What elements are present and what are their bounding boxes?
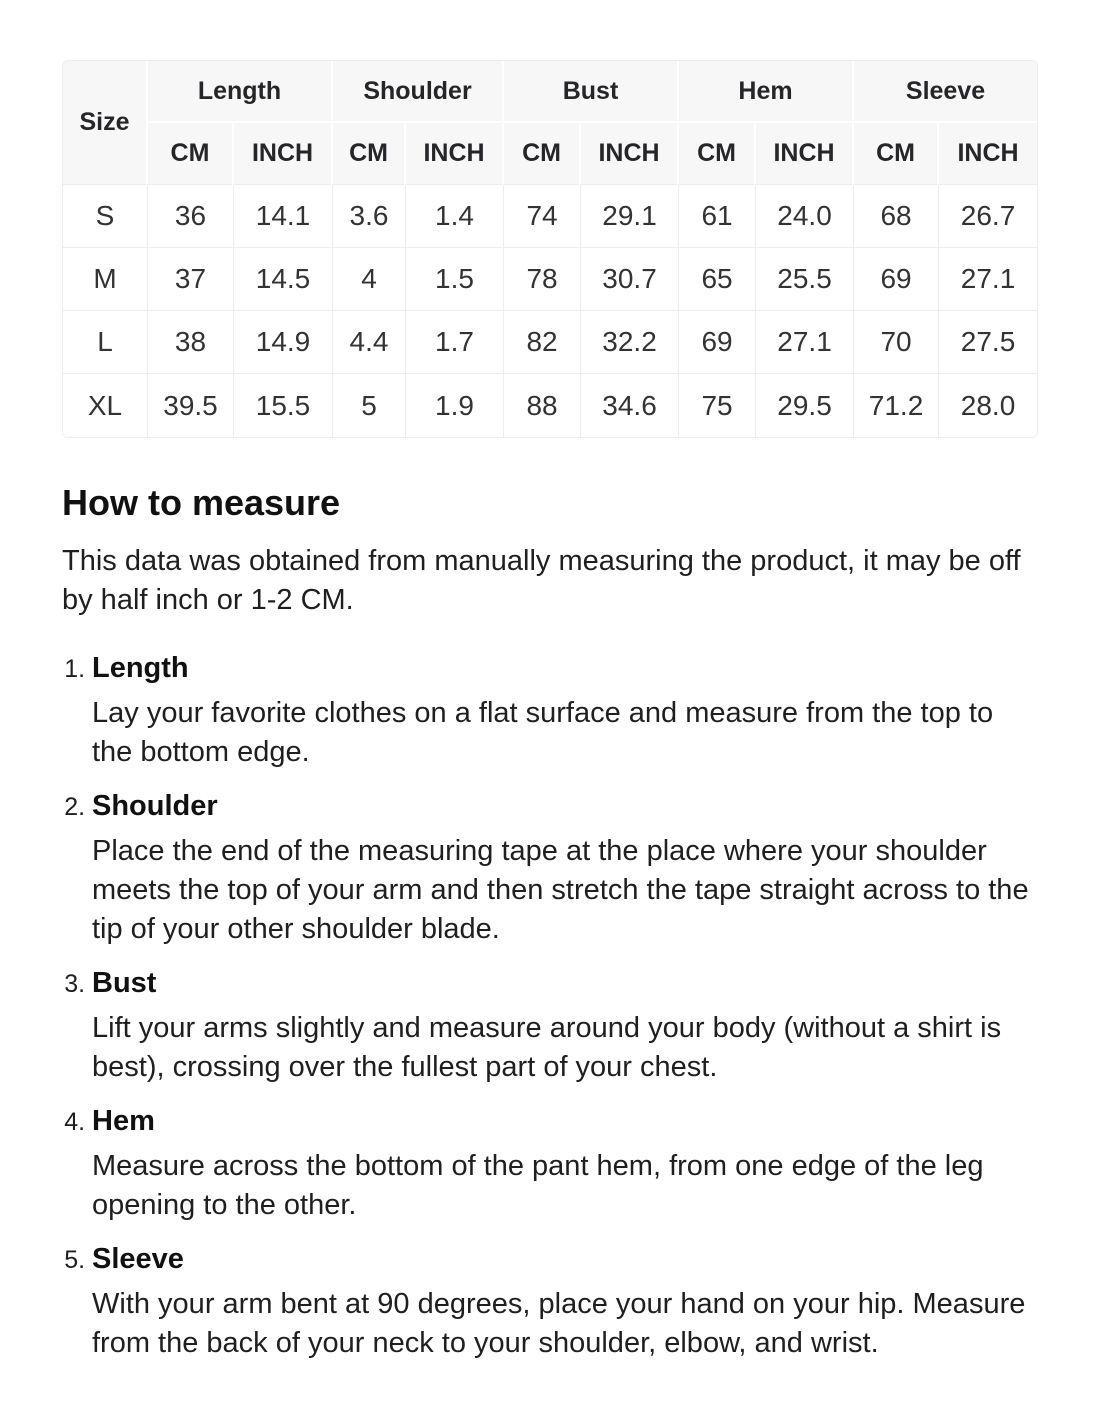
header-unit-row bbox=[63, 123, 1037, 185]
value-cell: 75 bbox=[679, 374, 756, 437]
size-cell: XL bbox=[63, 374, 148, 437]
instruction-term: 2. Shoulder bbox=[92, 790, 218, 822]
instruction-term: 3. Bust bbox=[92, 967, 157, 999]
value-cell: 88 bbox=[504, 374, 581, 437]
unit-header-bust-cm: CM bbox=[504, 123, 581, 185]
list-item-hem bbox=[92, 1103, 1038, 1225]
value-cell: 30.7 bbox=[581, 248, 679, 311]
value-cell: 82 bbox=[504, 311, 581, 374]
value-cell: 78 bbox=[504, 248, 581, 311]
unit-header-bust-inch: INCH bbox=[581, 123, 679, 185]
value-cell: 74 bbox=[504, 185, 581, 248]
value-cell: 24.0 bbox=[756, 185, 854, 248]
value-cell: 14.9 bbox=[234, 311, 333, 374]
value-cell: 1.7 bbox=[406, 311, 504, 374]
size-column-header: Size bbox=[63, 61, 148, 185]
table-row-l bbox=[63, 311, 1037, 374]
value-cell: 70 bbox=[854, 311, 939, 374]
unit-header-sleeve-cm: CM bbox=[854, 123, 939, 185]
instruction-description: Measure across the bottom of the pant hem, from one edge of the leg opening to the other. bbox=[92, 1150, 984, 1221]
value-cell: 4 bbox=[333, 248, 406, 311]
table-row-m bbox=[63, 248, 1037, 311]
value-cell: 26.7 bbox=[939, 185, 1037, 248]
value-cell: 36 bbox=[148, 185, 234, 248]
value-cell: 3.6 bbox=[333, 185, 406, 248]
instruction-description: With your arm bent at 90 degrees, place your hand on your hip. Measure from the back of your neck to your shoulder, elbow, and wrist. bbox=[92, 1288, 1026, 1359]
instruction-term: 5. Sleeve bbox=[92, 1243, 184, 1275]
value-cell: 1.4 bbox=[406, 185, 504, 248]
size-chart-table bbox=[63, 61, 1037, 437]
value-cell: 27.5 bbox=[939, 311, 1037, 374]
value-cell: 38 bbox=[148, 311, 234, 374]
value-cell: 5 bbox=[333, 374, 406, 437]
instruction-term: 4. Hem bbox=[92, 1105, 155, 1137]
instruction-description: Lift your arms slightly and measure around your body (without a shirt is best), crossing over the fullest part of your chest. bbox=[92, 1012, 1002, 1083]
value-cell: 27.1 bbox=[756, 311, 854, 374]
group-header-shoulder: Shoulder bbox=[333, 61, 504, 123]
value-cell: 14.5 bbox=[234, 248, 333, 311]
group-header-length: Length bbox=[148, 61, 333, 123]
header-group-row bbox=[63, 61, 1037, 123]
value-cell: 34.6 bbox=[581, 374, 679, 437]
value-cell: 15.5 bbox=[234, 374, 333, 437]
unit-header-length-cm: CM bbox=[148, 123, 234, 185]
instruction-term: 1. Length bbox=[92, 652, 189, 684]
size-chart-header bbox=[63, 61, 1037, 185]
value-cell: 29.5 bbox=[756, 374, 854, 437]
value-cell: 71.2 bbox=[854, 374, 939, 437]
group-header-bust: Bust bbox=[504, 61, 679, 123]
list-item-sleeve bbox=[92, 1241, 1038, 1363]
group-header-hem: Hem bbox=[679, 61, 854, 123]
value-cell: 61 bbox=[679, 185, 756, 248]
value-cell: 4.4 bbox=[333, 311, 406, 374]
value-cell: 1.5 bbox=[406, 248, 504, 311]
value-cell: 69 bbox=[854, 248, 939, 311]
size-cell: S bbox=[63, 185, 148, 248]
unit-header-shoulder-cm: CM bbox=[333, 123, 406, 185]
how-to-measure-title: How to measure bbox=[62, 482, 341, 523]
size-chart-table-wrap bbox=[62, 60, 1038, 438]
value-cell: 65 bbox=[679, 248, 756, 311]
unit-header-shoulder-inch: INCH bbox=[406, 123, 504, 185]
unit-header-sleeve-inch: INCH bbox=[939, 123, 1037, 185]
instruction-description: Lay your favorite clothes on a flat surface and measure from the top to the bottom edge. bbox=[92, 697, 994, 768]
list-item-shoulder bbox=[92, 788, 1038, 949]
size-cell: L bbox=[63, 311, 148, 374]
value-cell: 29.1 bbox=[581, 185, 679, 248]
unit-header-hem-cm: CM bbox=[679, 123, 756, 185]
value-cell: 25.5 bbox=[756, 248, 854, 311]
table-row-xl bbox=[63, 374, 1037, 437]
value-cell: 37 bbox=[148, 248, 234, 311]
list-item-bust bbox=[92, 965, 1038, 1087]
list-item-length bbox=[92, 650, 1038, 772]
size-chart-body bbox=[63, 185, 1037, 437]
unit-header-hem-inch: INCH bbox=[756, 123, 854, 185]
value-cell: 14.1 bbox=[234, 185, 333, 248]
instruction-description: Place the end of the measuring tape at the place where your shoulder meets the top of your arm and then stretch the tape straight across to the tip of your other shoulder blade. bbox=[92, 835, 1029, 945]
how-to-measure-intro: This data was obtained from manually measuring the product, it may be off by half inch or 1-2 CM. bbox=[62, 545, 1021, 616]
value-cell: 32.2 bbox=[581, 311, 679, 374]
table-row-s bbox=[63, 185, 1037, 248]
value-cell: 68 bbox=[854, 185, 939, 248]
unit-header-length-inch: INCH bbox=[234, 123, 333, 185]
value-cell: 28.0 bbox=[939, 374, 1037, 437]
value-cell: 39.5 bbox=[148, 374, 234, 437]
value-cell: 69 bbox=[679, 311, 756, 374]
value-cell: 27.1 bbox=[939, 248, 1037, 311]
size-cell: M bbox=[63, 248, 148, 311]
group-header-sleeve: Sleeve bbox=[854, 61, 1037, 123]
measure-instructions-list bbox=[62, 650, 1038, 1363]
value-cell: 1.9 bbox=[406, 374, 504, 437]
